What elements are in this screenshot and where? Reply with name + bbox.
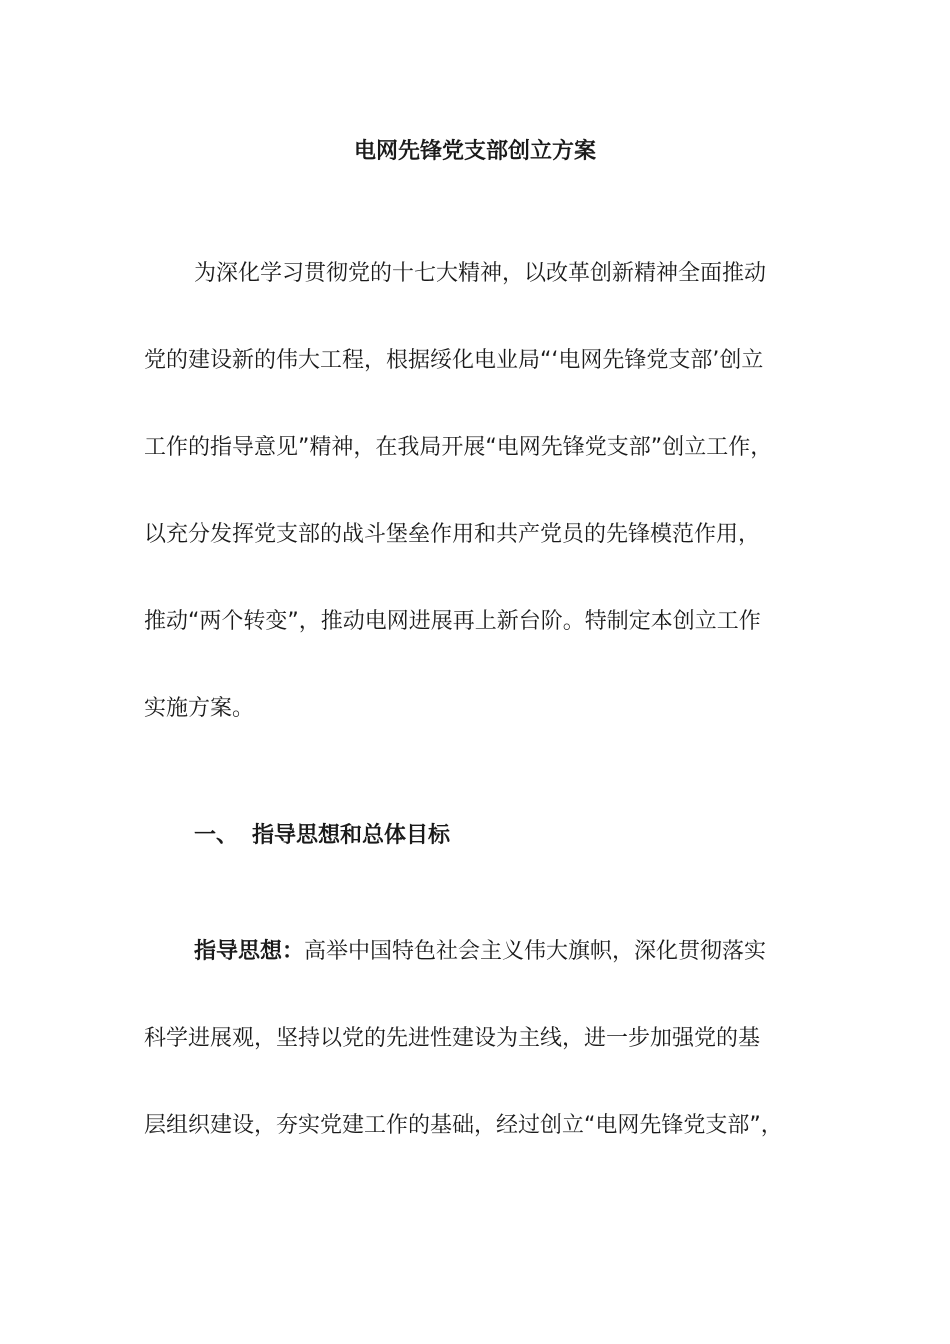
paragraph-line: 为深化学习贯彻党的十七大精神，以改革创新精神全面推动	[194, 261, 767, 286]
section-number: 一、	[194, 823, 239, 848]
paragraph-line: 实施方案。	[144, 696, 255, 721]
guiding-first-line-text: 高举中国特色社会主义伟大旗帜，深化贯彻落实	[304, 939, 767, 964]
document-title: 电网先锋党支部创立方案	[353, 139, 596, 164]
intro-paragraph	[144, 230, 804, 752]
paragraph-line: 以充分发挥党支部的战斗堡垒作用和共产党员的先锋模范作用，	[144, 522, 761, 547]
section-heading	[194, 818, 450, 849]
paragraph-line: 工作的指导意见”精神，在我局开展“电网先锋党支部”创立工作，	[144, 435, 773, 460]
guiding-paragraph	[144, 908, 804, 1169]
paragraph-line	[144, 908, 804, 995]
section-heading-text: 指导思想和总体目标	[252, 823, 451, 848]
paragraph-line: 层组织建设，夯实党建工作的基础，经过创立“电网先锋党支部”，	[144, 1113, 783, 1138]
paragraph-line: 科学进展观，坚持以党的先进性建设为主线，进一步加强党的基	[144, 1026, 761, 1051]
guiding-label: 指导思想：	[194, 939, 305, 964]
paragraph-line: 推动“两个转变”，推动电网进展再上新台阶。特制定本创立工作	[144, 609, 761, 634]
paragraph-line: 党的建设新的伟大工程，根据绥化电业局“‘电网先锋党支部’创立	[144, 348, 764, 373]
